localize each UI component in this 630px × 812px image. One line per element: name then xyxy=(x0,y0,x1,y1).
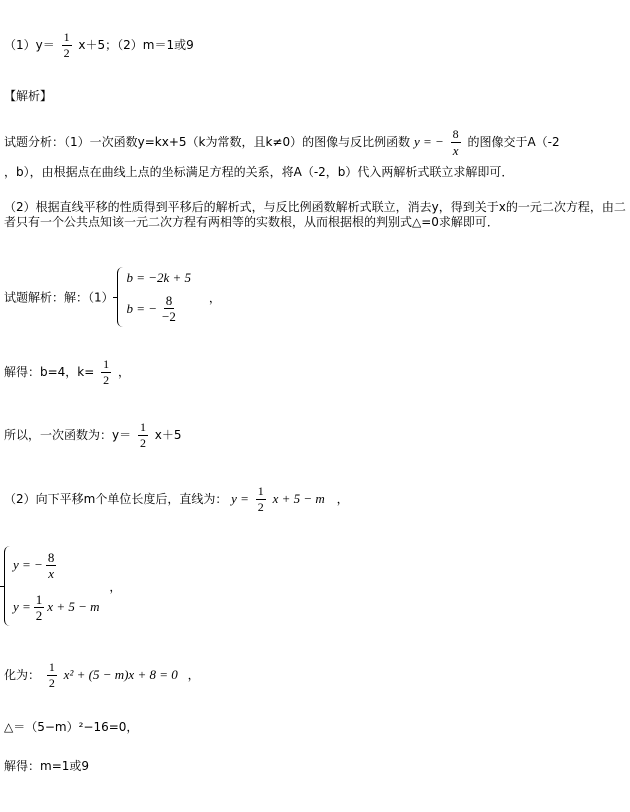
system-2-row-2-right: x + 5 − m xyxy=(47,599,100,614)
analysis-l1-frac-den: x xyxy=(452,143,459,158)
so-suffix: x＋5 xyxy=(154,428,182,442)
system-2-row-1-left: y = − xyxy=(13,557,43,572)
system-2-tail: ， xyxy=(109,579,122,594)
so-frac-den: 2 xyxy=(139,436,146,450)
final-answer-line: 解得：m=1或9 xyxy=(4,759,90,773)
translation-eq-right: x + 5 − m xyxy=(272,491,325,506)
system-1-row-2 xyxy=(126,293,191,324)
analysis-l1-frac-num: 8 xyxy=(452,127,459,141)
answer-frac-den: 2 xyxy=(63,46,70,60)
system-2-row-1-den: x xyxy=(48,565,54,581)
analysis-line-1 xyxy=(4,127,560,158)
simplify-right: x² + (5 − m)x + 8 = 0 xyxy=(63,667,178,682)
section-title: 【解析】 xyxy=(4,89,53,103)
analysis-l1-eq-left: y = − xyxy=(413,134,444,149)
solve-fraction xyxy=(101,357,111,388)
system-2-row-2 xyxy=(13,592,100,623)
answer-line xyxy=(4,30,194,61)
system-1-frac-den: −2 xyxy=(162,309,176,325)
equation-system-2 xyxy=(4,544,100,628)
system-2-row-2-num: 1 xyxy=(35,591,43,607)
analysis-l1-text-a: 试题分析：（1）一次函数y=kx+5（k为常数，且k≠0）的图像与反比例函数 xyxy=(4,135,411,149)
solution-intro-line xyxy=(4,266,221,328)
simplify-line xyxy=(4,660,200,691)
so-fraction xyxy=(138,420,148,451)
solve-prefix: 解得：b=4，k= xyxy=(4,365,95,379)
system-2-row-2-den: 2 xyxy=(35,607,43,623)
answer-part1-prefix: （1）y＝ xyxy=(4,38,55,52)
system-2-row-1-fraction xyxy=(46,550,57,581)
simplify-frac-num: 1 xyxy=(48,660,55,674)
translation-line xyxy=(4,484,349,515)
linear-function-line xyxy=(4,420,182,451)
solve-tail: ， xyxy=(117,365,130,379)
system-1-tail: ， xyxy=(208,290,221,305)
translation-frac-den: 2 xyxy=(257,500,264,514)
solve-frac-num: 1 xyxy=(103,357,110,371)
system-2-row-1 xyxy=(13,550,100,581)
system-2-row-2-fraction xyxy=(34,592,45,623)
system-2-row-1-num: 8 xyxy=(47,549,55,565)
equation-system-1 xyxy=(117,266,191,328)
system-1-row-2-left: b = − xyxy=(126,300,158,316)
translation-fraction xyxy=(256,484,266,515)
system-2-row-2-left: y = xyxy=(13,599,31,614)
simplify-tail: ， xyxy=(187,668,200,682)
solution-intro: 试题解析：解：（1） xyxy=(4,290,114,305)
so-prefix: 所以，一次函数为：y＝ xyxy=(4,428,132,442)
so-frac-num: 1 xyxy=(139,420,146,434)
translation-frac-num: 1 xyxy=(257,484,264,498)
translation-eq-left: y = xyxy=(231,491,249,506)
system-2-brace xyxy=(4,546,10,626)
analysis-l1-text-b: 的图像交于A（-2 xyxy=(467,135,560,149)
simplify-prefix: 化为： xyxy=(4,668,41,682)
answer-part1-suffix: x＋5；（2）m＝1或9 xyxy=(78,38,194,52)
answer-fraction xyxy=(62,30,72,61)
translation-tail: ， xyxy=(336,492,349,506)
simplify-frac-den: 2 xyxy=(48,676,55,690)
system-1-fraction xyxy=(160,293,178,324)
system-1-frac-num: 8 xyxy=(165,293,173,309)
solve-frac-den: 2 xyxy=(103,373,110,387)
discriminant-line: △＝（5−m）²−16=0， xyxy=(4,720,139,734)
solve-line xyxy=(4,357,130,388)
simplify-fraction xyxy=(47,660,57,691)
answer-frac-num: 1 xyxy=(63,30,70,44)
system-1-row-1: b = −2k + 5 xyxy=(126,269,192,285)
translation-prefix: （2）向下平移m个单位长度后，直线为： xyxy=(4,492,228,506)
analysis-l1-fraction xyxy=(451,127,461,158)
equation-system-2-line xyxy=(4,544,121,628)
analysis-paragraph-2: （2）根据直线平移的性质得到平移后的解析式，与反比例函数解析式联立，消去y，得到关于x的一元二次方程，由二者只有一个公共点知该一元二次方程有两相等的实数根，从而根据根的判别式△=0求解即可． xyxy=(4,200,626,229)
analysis-line-2: ，b），由根据点在曲线上点的坐标满足方程的关系，将A（-2，b）代入两解析式联立求解即可． xyxy=(4,165,514,179)
system-1-brace xyxy=(117,267,123,327)
